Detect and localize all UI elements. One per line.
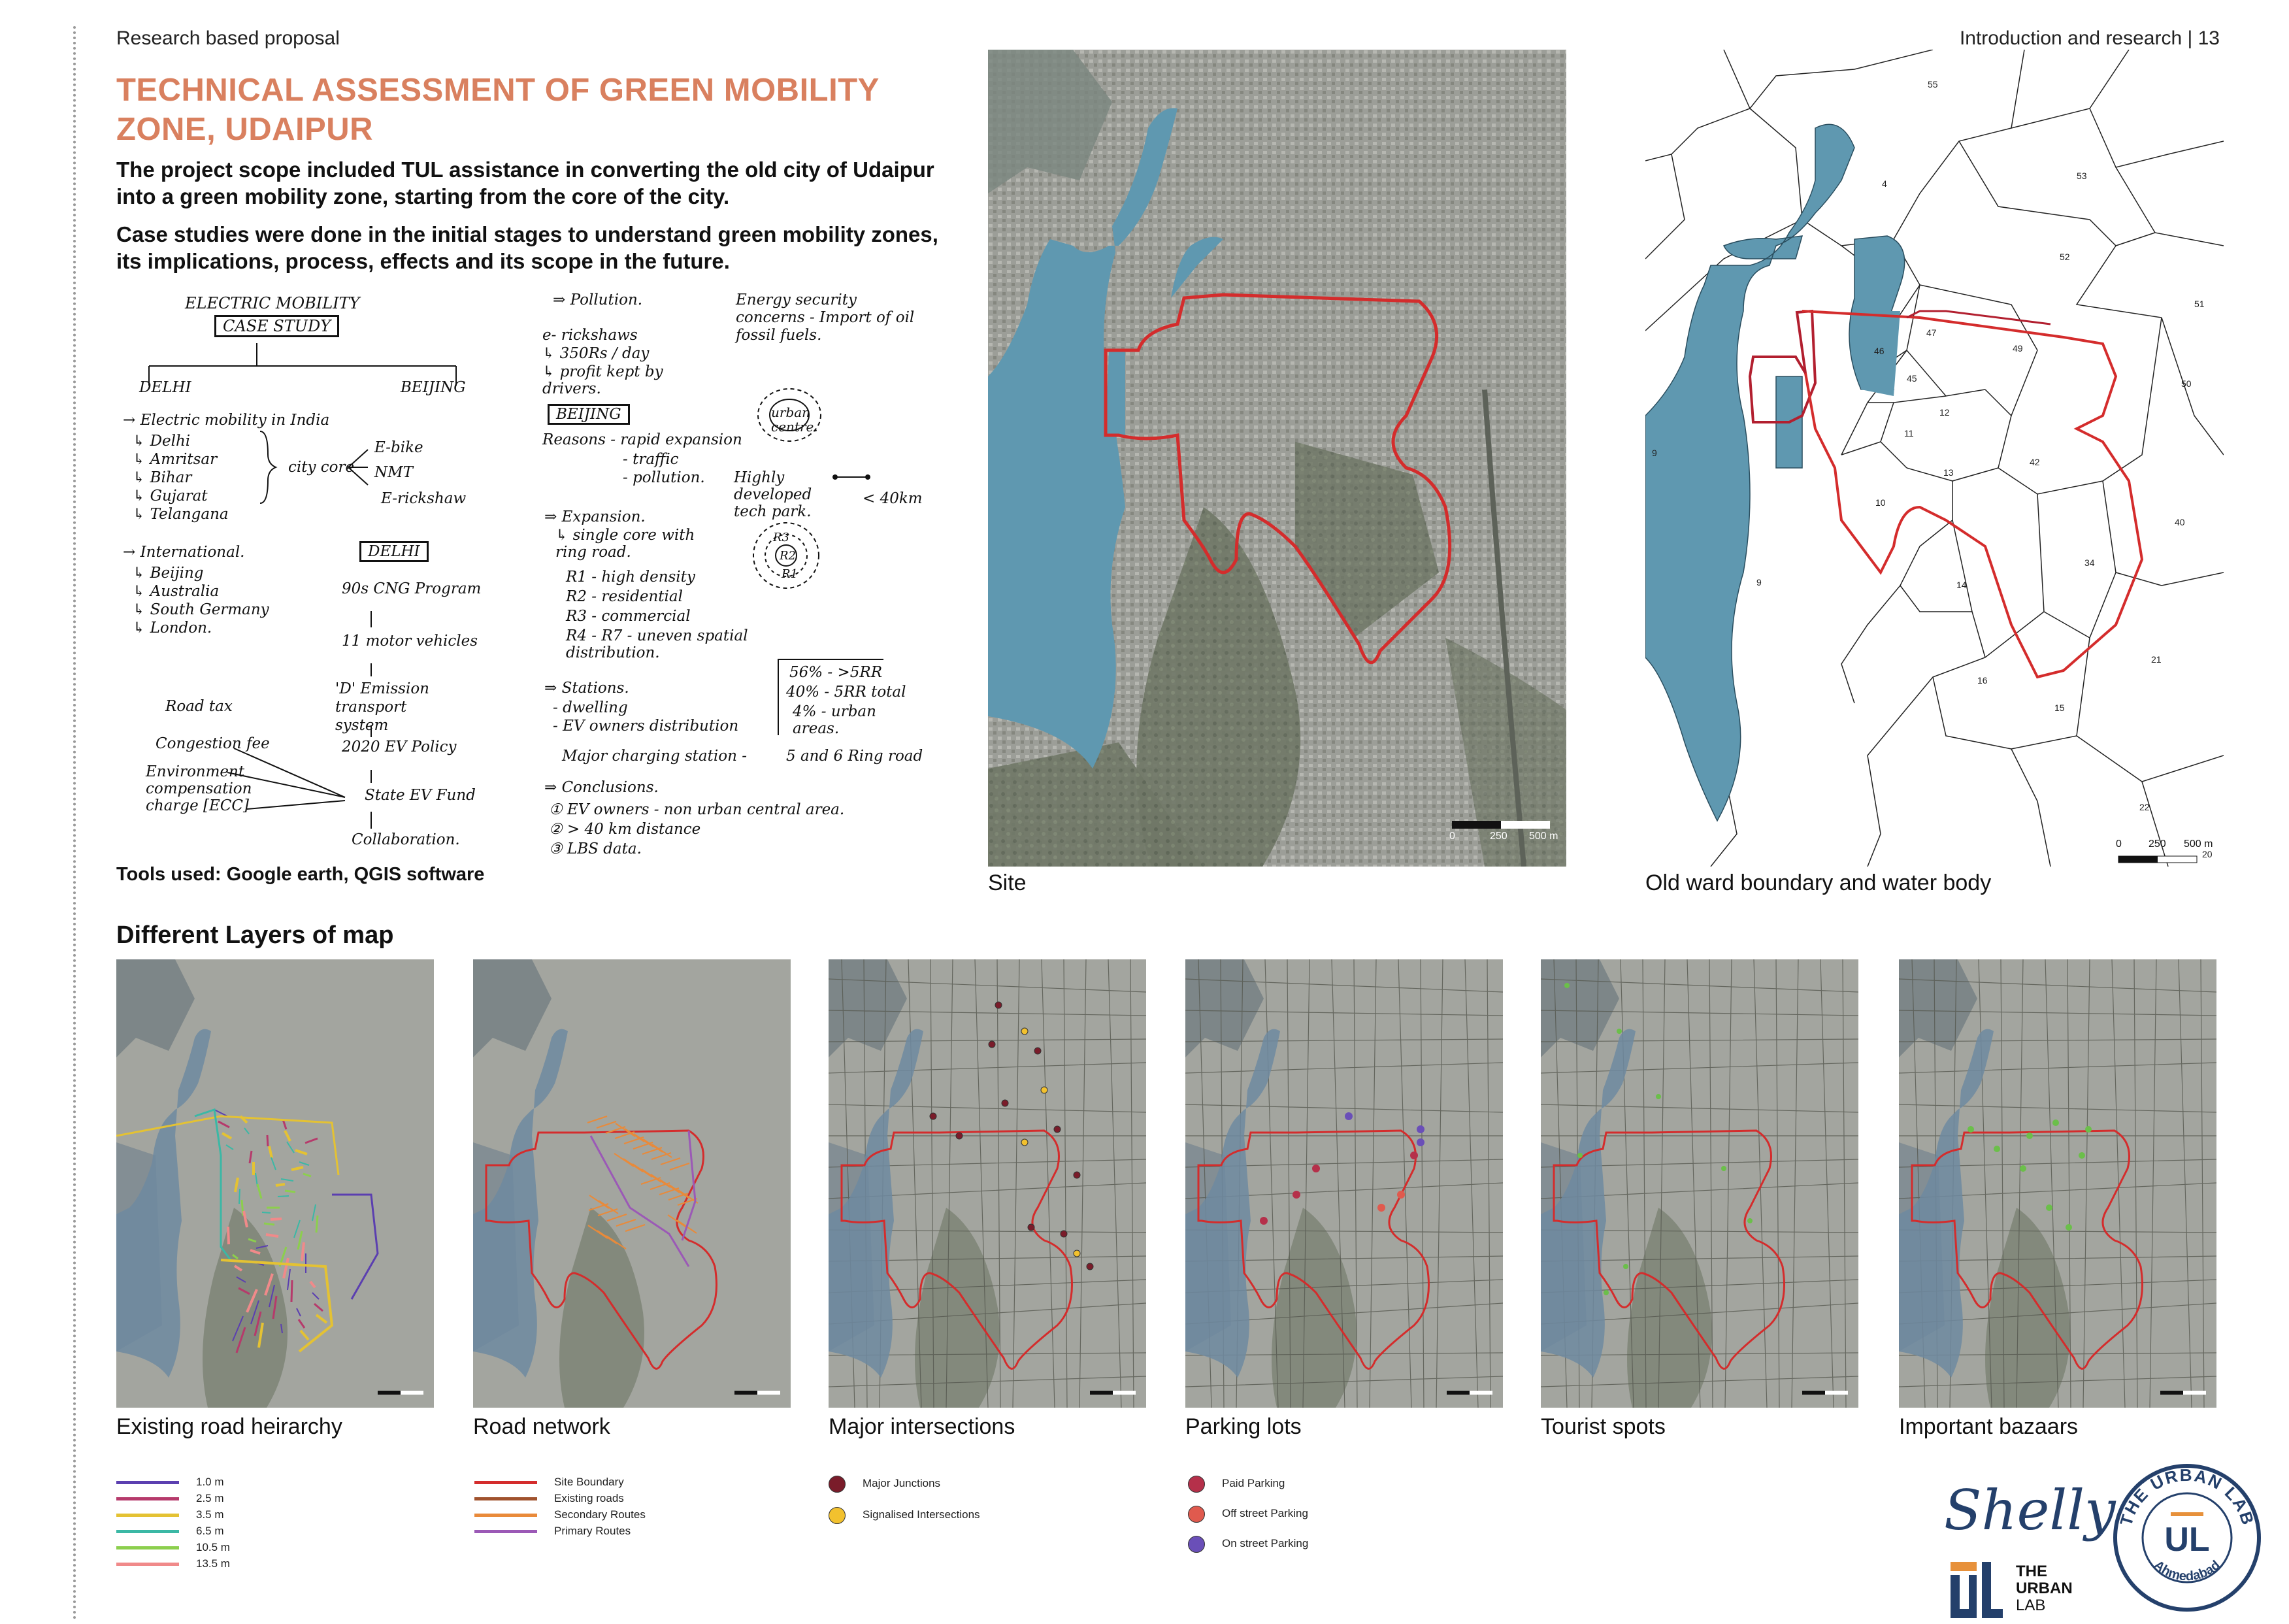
tools-used: Tools used: Google earth, QGIS software <box>116 864 485 885</box>
legend-label: Primary Routes <box>554 1525 631 1537</box>
right-line: < 40km <box>863 490 923 507</box>
note-line: ↳ South Germany <box>133 601 269 618</box>
ward-label: 4 <box>1882 178 1887 189</box>
layer-caption: Parking lots <box>1185 1414 1302 1439</box>
ward-map-graphic <box>1645 50 2224 867</box>
ward-label: 47 <box>1926 327 1937 338</box>
layer-map <box>1899 959 2216 1408</box>
legend-swatch <box>474 1497 537 1500</box>
delhi-input: Road tax <box>165 698 233 715</box>
note-line: ↳ Gujarat <box>133 488 208 505</box>
mid-line: ② > 40 km distance <box>549 821 701 838</box>
notes-delhi: DELHI <box>139 379 191 396</box>
beijing-box: BEIJING <box>548 404 630 425</box>
scale-mid: 250 <box>2149 838 2166 850</box>
mid-line: e- rickshaws <box>542 327 638 344</box>
seal-top-text: THE URBAN LAB <box>2116 1465 2258 1529</box>
notes-beijing: BEIJING <box>401 379 466 396</box>
mid-line: - EV owners distribution <box>553 718 739 735</box>
ward-label: 12 <box>1939 407 1950 418</box>
legend-swatch <box>116 1530 179 1533</box>
mid-line: R1 - high density <box>566 569 695 586</box>
mid-line: ① EV owners - non urban central area. <box>549 801 845 818</box>
layer-map <box>473 959 791 1408</box>
ward-label: 46 <box>1874 346 1885 356</box>
layer-caption: Important bazaars <box>1899 1414 2079 1439</box>
ward-label: 11 <box>1904 428 1914 439</box>
seal-bottom-text: Ahmedabad <box>2151 1557 2223 1584</box>
mid-line: - pollution. <box>623 469 705 486</box>
ward-label: 50 <box>2181 378 2192 389</box>
ward-label: 53 <box>2077 171 2087 181</box>
delhi-input: Congestion fee <box>156 735 270 752</box>
note-line: → International. <box>123 544 245 561</box>
legend-label: 2.5 m <box>196 1492 224 1504</box>
ward-label: 51 <box>2194 299 2205 309</box>
mid-line: - traffic <box>623 451 679 468</box>
ward-label: 49 <box>2013 343 2023 354</box>
mid-line: Major charging station - <box>562 748 747 765</box>
note-line: ↳ London. <box>133 620 212 637</box>
site-map <box>988 50 1566 867</box>
ward-label: 9 <box>1756 577 1762 588</box>
stat-line: 40% - 5RR total <box>786 684 906 701</box>
ward-label: 52 <box>2060 252 2070 262</box>
delhi-flow: 2020 EV Policy <box>342 738 457 755</box>
ward-label: 40 <box>2175 517 2185 527</box>
legend-label: Secondary Routes <box>554 1508 646 1521</box>
legend-swatch <box>116 1514 179 1517</box>
mid-line: ↳ profit kept by drivers. <box>542 363 663 397</box>
right-line: R1 <box>782 567 799 581</box>
note-line: ↳ Bihar <box>133 469 192 486</box>
legend-swatch <box>829 1476 846 1493</box>
legend-label: Paid Parking <box>1222 1477 1285 1489</box>
layer-map-graphic <box>829 959 1146 1408</box>
legend-swatch <box>116 1563 179 1566</box>
ul-logo-icon <box>1951 1562 2003 1621</box>
mid-line: R4 - R7 - uneven spatial distribution. <box>566 627 748 661</box>
city-core-item: E-rickshaw <box>381 490 467 507</box>
legend-swatch <box>1188 1476 1205 1493</box>
city-core: city core <box>288 459 355 476</box>
layer-map <box>116 959 434 1408</box>
legend-label: Major Junctions <box>863 1477 941 1489</box>
note-line: ↳ Beijing <box>133 565 204 582</box>
site-caption: Site <box>988 870 1027 895</box>
stat-line: 4% - urban areas. <box>793 703 876 737</box>
right-line: Energy security concerns - Import of oil fossil fuels. <box>736 291 915 344</box>
ward-label: 42 <box>2030 457 2040 467</box>
layers-title: Different Layers of map <box>116 921 394 949</box>
legend-label: 13.5 m <box>196 1557 230 1570</box>
site-map-graphic <box>988 50 1566 867</box>
intro-paragraph: The project scope included TUL assistance in converting the old city of Udaipur into a green mobility zone, starting from the core of the city. <box>116 157 934 208</box>
seal-icon <box>2112 1463 2262 1613</box>
layer-map <box>1541 959 1858 1408</box>
legend-swatch <box>1188 1536 1205 1553</box>
note-line: ↳ Amritsar <box>133 451 218 468</box>
ul-logo-text <box>2016 1563 2073 1614</box>
legend-label: On street Parking <box>1222 1537 1309 1549</box>
city-core-item: E-bike <box>374 439 423 456</box>
mid-line: ⇒ Expansion. <box>544 508 646 525</box>
scale-end: 500 m <box>1529 831 1558 842</box>
mid-line: ⇒ Pollution. <box>553 291 643 308</box>
legend-label: 1.0 m <box>196 1476 224 1488</box>
right-line: R3 <box>773 531 790 544</box>
scale-zero: 0 <box>1449 831 1455 842</box>
ul-logo-line: URBAN <box>2016 1580 2073 1597</box>
legend-swatch <box>116 1546 179 1549</box>
signature-logo: Shelly <box>1944 1478 2116 1542</box>
layer-map-graphic <box>1899 959 2216 1408</box>
layer-caption: Road network <box>473 1414 610 1439</box>
notes-title: ELECTRIC MOBILITY <box>185 294 360 312</box>
scale-end: 500 m <box>2184 838 2213 850</box>
ward-label: 22 <box>2139 802 2150 812</box>
delhi-flow: State EV Fund <box>365 787 476 804</box>
layer-map-graphic <box>1541 959 1858 1408</box>
ul-logo-line: LAB <box>2016 1597 2046 1614</box>
handwritten-notes <box>116 288 927 863</box>
layer-map <box>1185 959 1503 1408</box>
note-line: ↳ Delhi <box>133 433 191 450</box>
legend-label: Existing roads <box>554 1492 624 1504</box>
case-study-paragraph: Case studies were done in the initial stages to understand green mobility zones, its implications, process, effects and its scope in the future. <box>116 222 938 273</box>
mid-line: - dwelling <box>553 699 628 716</box>
ward-caption: Old ward boundary and water body <box>1645 870 1992 895</box>
stat-line: 56% - >5RR <box>789 664 883 681</box>
ul-logo-line: THE <box>2016 1563 2047 1580</box>
legend-label: Signalised Intersections <box>863 1508 980 1521</box>
legend-swatch <box>116 1497 179 1500</box>
delhi-input: Environment compensation charge [ECC] <box>146 763 252 814</box>
scale-zero: 0 <box>2116 838 2122 850</box>
ward-label: 45 <box>1907 373 1917 384</box>
header-left: Research based proposal <box>116 27 340 49</box>
note-line: → Electric mobility in India <box>123 412 330 429</box>
ward-label: 55 <box>1928 79 1938 90</box>
legend-label: 6.5 m <box>196 1525 224 1537</box>
layer-map-graphic <box>473 959 791 1408</box>
layer-caption: Existing road heirarchy <box>116 1414 342 1439</box>
legend-label: Site Boundary <box>554 1476 624 1488</box>
ward-map <box>1645 50 2224 867</box>
delhi-flow: 90s CNG Program <box>342 580 482 597</box>
mid-line: ⇒ Conclusions. <box>544 779 659 796</box>
right-line: Highly developed tech park. <box>734 469 812 520</box>
layer-caption: Tourist spots <box>1541 1414 1666 1439</box>
delhi-flow: Collaboration. <box>352 831 460 848</box>
note-line: ↳ Telangana <box>133 506 229 523</box>
legend-label: 3.5 m <box>196 1508 224 1521</box>
ward-label: 9 <box>1652 448 1657 458</box>
legend-swatch <box>116 1481 179 1484</box>
margin-dotted-line <box>73 26 76 1621</box>
legend-swatch <box>1188 1506 1205 1523</box>
ward-label: 13 <box>1943 467 1954 478</box>
page-title: TECHNICAL ASSESSMENT OF GREEN MOBILITY ZONE, UDAIPUR <box>116 73 879 147</box>
ring-road: 5 and 6 Ring road <box>786 748 923 765</box>
delhi-flow: 11 motor vehicles <box>342 633 478 650</box>
mid-line: ↳ single core with ring road. <box>555 527 695 561</box>
header-right: Introduction and research | 13 <box>1959 27 2220 49</box>
layer-map-graphic <box>1185 959 1503 1408</box>
notes-case-study: CASE STUDY <box>214 315 339 337</box>
legend-swatch <box>829 1507 846 1524</box>
ward-label: 14 <box>1956 580 1967 590</box>
ward-label: 10 <box>1875 497 1886 508</box>
legend-swatch <box>474 1481 537 1484</box>
urban-lab-seal <box>2112 1463 2262 1613</box>
mid-line: Reasons - rapid expansion <box>542 431 742 448</box>
legend-label: 10.5 m <box>196 1541 230 1553</box>
note-line: ↳ Australia <box>133 583 220 600</box>
seal-center-text: UL <box>2164 1521 2210 1559</box>
layer-map <box>829 959 1146 1408</box>
legend-swatch <box>474 1514 537 1517</box>
ward-label: 16 <box>1977 675 1988 686</box>
mid-line: R2 - residential <box>566 588 683 605</box>
delhi-flow: 'D' Emission transport system <box>335 680 429 734</box>
mid-line: R3 - commercial <box>566 608 691 625</box>
right-line: urban centre. <box>771 405 818 435</box>
layer-map-graphic <box>116 959 434 1408</box>
right-line: R2 <box>780 549 797 563</box>
legend-swatch <box>474 1530 537 1533</box>
layer-caption: Major intersections <box>829 1414 1015 1439</box>
mid-line: ③ LBS data. <box>549 840 642 857</box>
city-core-item: NMT <box>374 464 414 481</box>
legend-label: Off street Parking <box>1222 1507 1308 1519</box>
ward-label: 21 <box>2151 654 2162 665</box>
ward-label: 15 <box>2054 703 2065 713</box>
scale-mid: 250 <box>1490 831 1507 842</box>
ward-label: 34 <box>2084 557 2095 568</box>
ul-logo-mark <box>1951 1562 2003 1621</box>
delhi-box: DELHI <box>359 541 429 562</box>
mid-line: ⇒ Stations. <box>544 680 629 697</box>
ward-label: 20 <box>2202 849 2213 859</box>
mid-line: ↳ 350Rs / day <box>542 345 650 362</box>
